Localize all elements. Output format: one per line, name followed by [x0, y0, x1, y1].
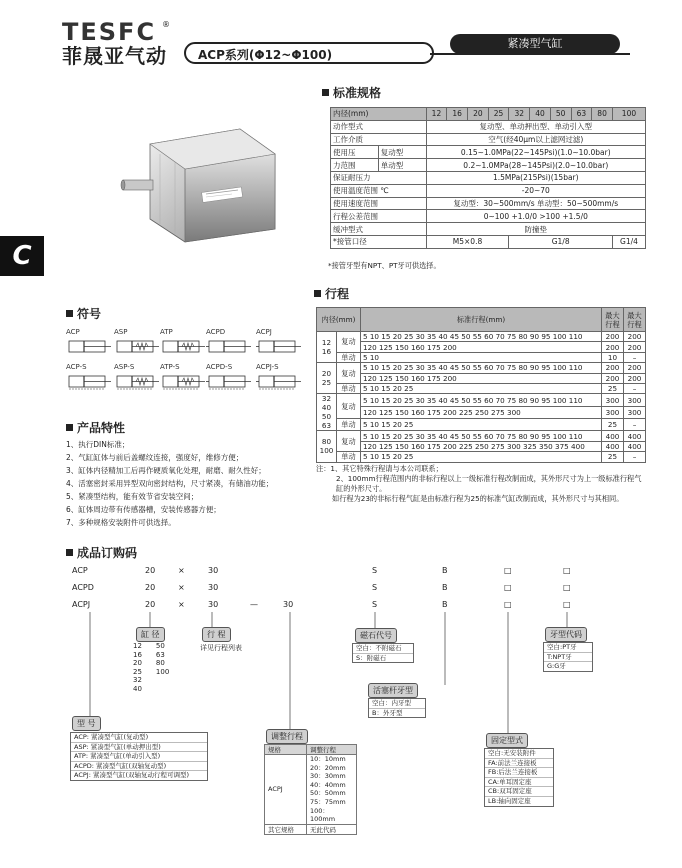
stroke-allow-cell: 300 [624, 406, 646, 418]
order-code-cell: □ [504, 600, 512, 609]
order-code-cell: S [372, 566, 378, 575]
spec-row: 工作介质 空气(经40μm以上滤网过滤) [331, 133, 646, 146]
stroke-section-title: 行程 [314, 285, 349, 302]
order-code-cell: ACPD [72, 583, 94, 592]
spec-row: 力范围 单动型 0.2~1.0MPa(28~145Psi)(2.0~10.0bar) [331, 159, 646, 172]
stroke-max-cell: 200 [602, 373, 624, 383]
stroke-max-cell: 300 [602, 406, 624, 418]
stroke-type-cell: 复动 [337, 431, 361, 452]
stroke-strokes-cell: 5 10 15 20 25 30 35 40 45 50 55 60 70 75 80 90 95 100 110 [361, 332, 602, 342]
order-code-cell: 20 [145, 566, 156, 575]
feature-item: 5、紧凑型结构，能有效节省安装空间； [66, 492, 199, 501]
stroke-strokes-cell: 5 10 15 20 25 [361, 419, 602, 431]
spec-section-title: 标准规格 [322, 84, 381, 101]
stroke-strokes-cell: 5 10 15 20 25 [361, 383, 602, 393]
feature-item: 7、多种规格安装附件可供选择。 [66, 518, 176, 527]
order-code-cell: × [178, 583, 185, 592]
model-list: ACP: 紧凑型气缸(复动型) ASP: 紧凑型气缸(单动押出型) ATP: 紧凑型气缸(单动引入型) ACPD: 紧凑型气缸(双轴复动型) ACPJ: 紧凑型气缸(双轴复动行程可调型) [70, 732, 208, 781]
symbol-label: ACPD-S [206, 363, 233, 371]
stroke-notes: 注：1、其它特殊行程请与本公司联系； 2、100mm行程范围内的非标行程以上一级标准行程改制而成，其外形尺寸为上一级标准行程气缸的外形尺寸。 如行程为23的非标行程气缸是由标准行程为25的标准气缸改制而成，其外形尺寸与其相同。 [316, 464, 642, 503]
feature-item: 1、执行DIN标准； [66, 440, 130, 449]
stroke-allow-cell: 200 [624, 363, 646, 373]
stroke-bore-cell: 32 40 50 63 [317, 394, 337, 431]
order-code-cell: ACPJ [72, 600, 91, 609]
stroke-allow-cell: 200 [624, 332, 646, 342]
mount-list: 空白:无安装附件 FA:前法兰连接板 FB:后法兰连接板 CA:单耳固定座 CB:双耳固定座 LB:轴向固定座 [484, 748, 554, 807]
order-code-cell: 30 [208, 583, 219, 592]
stroke-type-cell: 复动 [337, 363, 361, 384]
bore-list: 12 16 20 25 32 40 50 63 80 100 [133, 642, 170, 693]
stroke-allow-cell: 200 [624, 342, 646, 352]
series-title: ACP系列(Φ12~Φ100) [184, 42, 434, 64]
stroke-bore-cell: 80 100 [317, 431, 337, 462]
stroke-strokes-cell: 120 125 150 160 175 200 225 250 275 300 325 350 375 400 [361, 441, 602, 451]
stroke-type-cell: 单动 [337, 419, 361, 431]
stroke-strokes-cell: 120 125 150 160 175 200 [361, 373, 602, 383]
stroke-type-cell: 单动 [337, 352, 361, 362]
category-badge: 紧凑型气缸 [450, 34, 620, 54]
order-code-cell: B [442, 583, 448, 592]
symbol-label: ACPD [206, 328, 226, 336]
spec-row: 保证耐压力 1.5MPa(215Psi)(15bar) [331, 171, 646, 184]
spec-row: 行程公差范围 0~100 +1.0/0 >100 +1.5/0 [331, 210, 646, 223]
bore-label: 缸 径 [136, 627, 165, 642]
mount-label: 固定型式 [486, 733, 528, 748]
order-code-cell: □ [563, 600, 571, 609]
order-code-cell: □ [504, 566, 512, 575]
symbol-label: ACPJ-S [256, 363, 279, 371]
stroke-header-row: 内径(mm) 标准行程(mm) 最大行程 最大行程 [317, 308, 646, 332]
stroke-type-cell: 复动 [337, 394, 361, 419]
stroke-max-cell: 10 [602, 352, 624, 362]
order-code-cell: 20 [145, 583, 156, 592]
feature-item: 4、活塞密封采用异型双向密封结构，尺寸紧凑，有储油功能； [66, 479, 274, 488]
adjust-label: 调整行程 [266, 729, 308, 744]
feature-item: 3、缸体内径精加工后再作硬质氧化处理，耐磨、耐久性好； [66, 466, 266, 475]
order-code-cell: 20 [145, 600, 156, 609]
spec-header-row: 内径(mm) 12 16 20 25 32 40 50 63 80 100 [331, 108, 646, 121]
spec-note: *接管牙型有NPT、PT牙可供选择。 [328, 261, 441, 270]
spec-row: 使用速度范围 复动型：30~500mm/s 单动型：50~500mm/s [331, 197, 646, 210]
order-code-cell: B [442, 600, 448, 609]
brand-name-cn: 菲晟亚气动 [62, 44, 167, 68]
spec-row: 缓冲型式 防撞垫 [331, 223, 646, 236]
stroke-max-cell: 200 [602, 363, 624, 373]
adjust-other-row: 其它规格 无此代码 [265, 824, 357, 834]
magnet-list: 空白：不附磁石 S：附磁石 [352, 643, 414, 663]
stroke-max-cell: 200 [602, 342, 624, 352]
feature-item: 2、气缸缸体与前后盖螺纹连接，强度好，维修方便； [66, 453, 244, 462]
order-code-cell: ACP [72, 566, 88, 575]
stroke-label: 行 程 [202, 627, 231, 642]
order-code-cell: □ [504, 583, 512, 592]
stroke-allow-cell: 400 [624, 431, 646, 441]
symbol-label: ATP [160, 328, 173, 336]
stroke-strokes-cell: 120 125 150 160 175 200 225 250 275 300 [361, 406, 602, 418]
order-code-cell: 30 [208, 600, 219, 609]
stroke-strokes-cell: 5 10 15 20 25 [361, 452, 602, 462]
stroke-type-cell: 单动 [337, 383, 361, 393]
symbol-label: ATP-S [160, 363, 180, 371]
symbol-section-title: 符号 [66, 305, 101, 322]
stroke-allow-cell: – [624, 352, 646, 362]
stroke-allow-cell: 200 [624, 373, 646, 383]
stroke-strokes-cell: 5 10 15 20 25 30 35 40 45 50 55 60 70 75 80 90 95 100 110 [361, 394, 602, 406]
stroke-strokes-cell: 5 10 [361, 352, 602, 362]
order-section-title: 成品订购码 [66, 544, 137, 561]
symbol-label: ACPJ [256, 328, 272, 336]
stroke-sub: 详见行程列表 [200, 644, 242, 652]
order-code-cell: 30 [283, 600, 294, 609]
thread-label: 牙型代码 [545, 627, 587, 642]
symbol-label: ACP [66, 328, 80, 336]
stroke-allow-cell: – [624, 452, 646, 462]
stroke-type-cell: 单动 [337, 452, 361, 462]
adjust-header-row: 规格 调整行程 [265, 745, 357, 755]
spec-row: *接管口径 M5×0.8 G1/8 G1/4 [331, 235, 646, 248]
order-code-cell: S [372, 583, 378, 592]
features-section-title: 产品特性 [66, 419, 125, 436]
order-code-cell: B [442, 566, 448, 575]
registered-mark: ® [162, 20, 170, 29]
rod-list: 空白：内牙型 B：外牙型 [368, 698, 426, 718]
order-code-cell: S [372, 600, 378, 609]
order-code-cell: 30 [208, 566, 219, 575]
stroke-strokes-cell: 120 125 150 160 175 200 [361, 342, 602, 352]
stroke-max-cell: 25 [602, 452, 624, 462]
thread-list: 空白:PT牙 T:NPT牙 G:G牙 [543, 642, 593, 672]
stroke-allow-cell: 400 [624, 441, 646, 451]
side-tab-c: C [0, 236, 44, 276]
order-code-cell: □ [563, 583, 571, 592]
stroke-max-cell: 200 [602, 332, 624, 342]
stroke-max-cell: 25 [602, 383, 624, 393]
stroke-max-cell: 400 [602, 431, 624, 441]
symbol-label: ASP [114, 328, 128, 336]
brand-name-en: TESFC [62, 18, 157, 46]
stroke-strokes-cell: 5 10 15 20 25 30 35 40 45 50 55 60 70 75 80 90 95 100 110 [361, 363, 602, 373]
stroke-max-cell: 25 [602, 419, 624, 431]
magnet-label: 磁石代号 [355, 628, 397, 643]
order-code-cell: — [250, 600, 258, 609]
stroke-max-cell: 300 [602, 394, 624, 406]
spec-row: 动作型式 复动型、单动押出型、单动引入型 [331, 120, 646, 133]
spec-row: 使用压 复动型 0.15~1.0MPa(22~145Psi)(1.0~10.0bar) [331, 146, 646, 159]
stroke-type-cell: 复动 [337, 332, 361, 353]
stroke-allow-cell: 300 [624, 394, 646, 406]
symbol-label: ASP-S [114, 363, 135, 371]
model-label: 型 号 [72, 716, 101, 731]
order-code-cell: × [178, 600, 185, 609]
adjust-body-row: ACPJ 10：10mm 20：20mm 30：30mm 40：40mm 50：50mm 75：75mm 100：100mm [265, 755, 357, 825]
adjust-table [264, 744, 357, 835]
spec-row: 使用温度范围 ℃ -20~70 [331, 184, 646, 197]
stroke-bore-cell: 20 25 [317, 363, 337, 394]
symbol-label: ACP-S [66, 363, 87, 371]
stroke-allow-cell: – [624, 419, 646, 431]
rod-label: 活塞杆牙型 [368, 683, 418, 698]
order-code-cell: □ [563, 566, 571, 575]
order-code-cell: × [178, 566, 185, 575]
stroke-allow-cell: – [624, 383, 646, 393]
stroke-bore-cell: 12 16 [317, 332, 337, 363]
stroke-strokes-cell: 5 10 15 20 25 30 35 40 45 50 55 60 70 75 80 90 95 100 110 [361, 431, 602, 441]
stroke-max-cell: 400 [602, 441, 624, 451]
feature-item: 6、缸体周边带有传感器槽，安装传感器方便； [66, 505, 221, 514]
